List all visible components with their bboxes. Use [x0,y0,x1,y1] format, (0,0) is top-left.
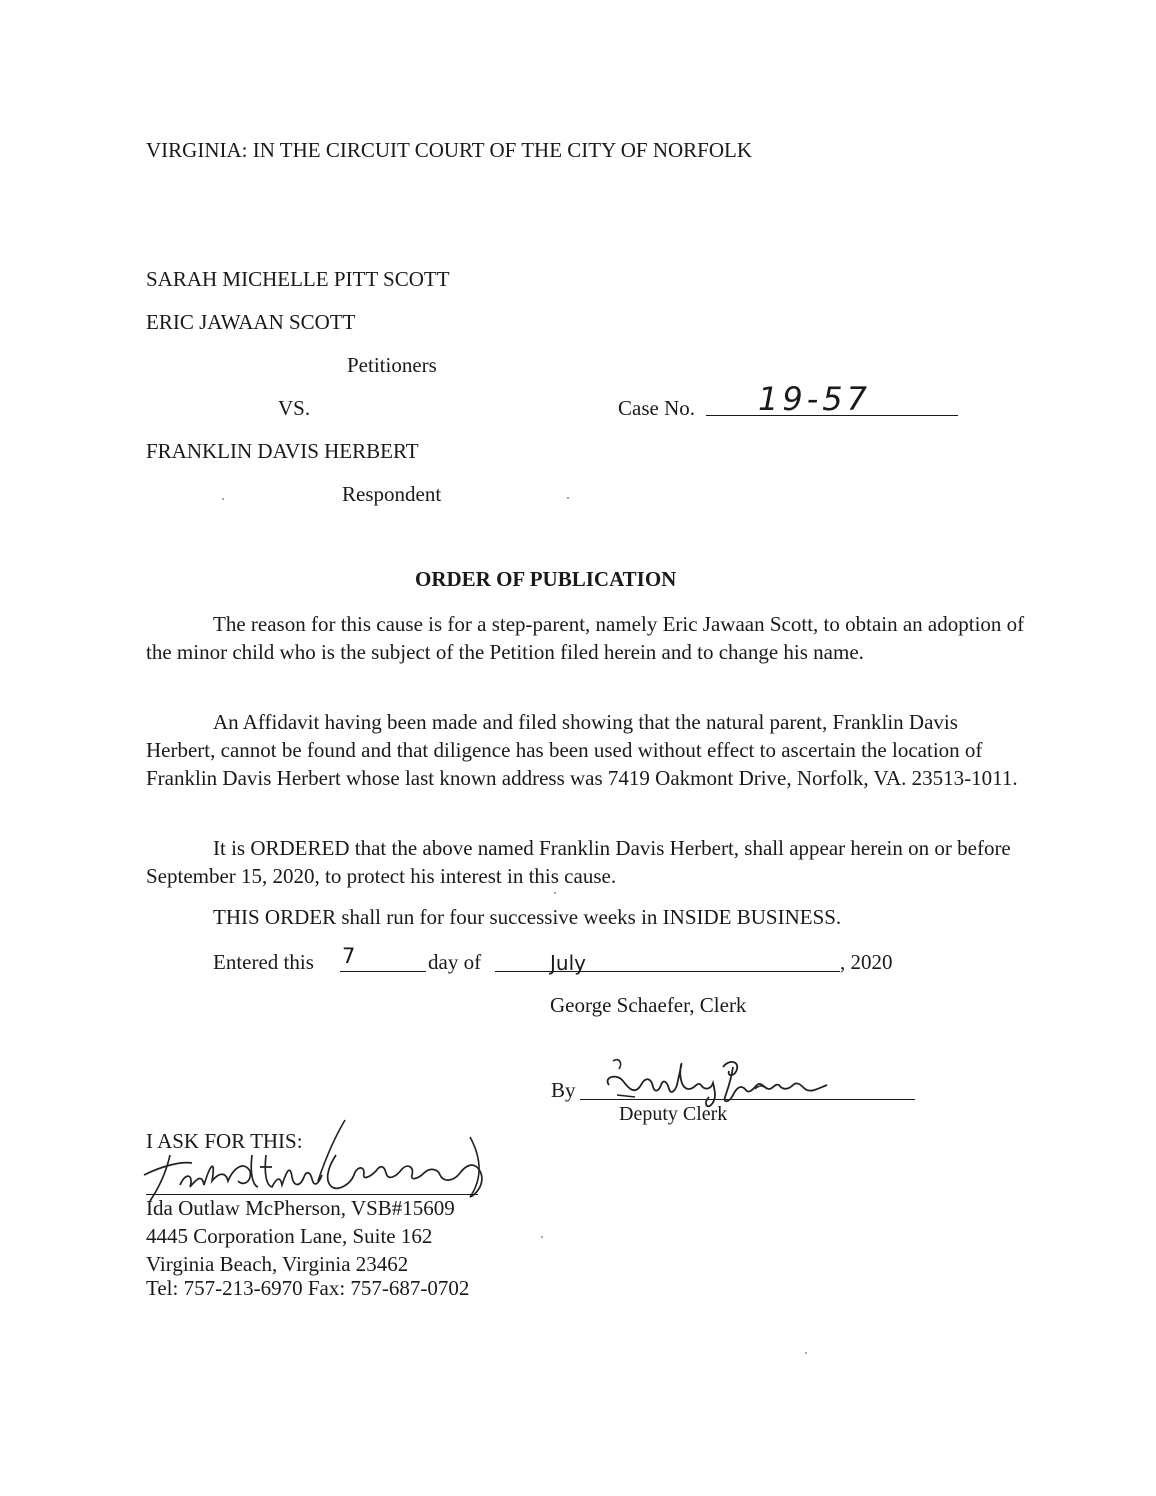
day-of-label: day of [428,950,482,974]
scan-speck [222,498,224,500]
respondent-label: Respondent [342,482,442,506]
attorney-line-3: Virginia Beach, Virginia 23462 [146,1252,409,1276]
day-line [340,971,426,972]
case-no-label: Case No. [618,396,695,420]
respondent-name: FRANKLIN DAVIS HERBERT [146,439,419,463]
month-line [495,971,840,972]
scan-speck [541,1236,543,1238]
order-title: ORDER OF PUBLICATION [415,567,677,591]
order-paragraph-1: The reason for this cause is for a step-parent, namely Eric Jawaan Scott, to obtain an adoption of the minor child who is the subject of the Petition filed herein and to change his name. [146,612,1025,664]
petitioners-label: Petitioners [347,353,437,377]
versus-label: VS. [278,396,311,420]
case-no-value: 19-57 [758,380,871,418]
attorney-signature [140,1115,490,1205]
scan-speck [567,497,569,499]
attorney-line-1: Ida Outlaw McPherson, VSB#15609 [146,1196,455,1220]
by-label: By [551,1078,576,1102]
year-suffix: , 2020 [840,950,893,974]
entered-label: Entered this [213,950,314,974]
petitioner-1: SARAH MICHELLE PITT SCOTT [146,267,450,291]
order-paragraph-2: An Affidavit having been made and filed showing that the natural parent, Franklin Davis Herbert, cannot be found and that diligence has been used without effect to ascertain the location of Franklin Davis Herbert whose last known address was 7419 Oakmont Drive, Norfolk, VA. 23513-1011. [146,710,1018,790]
attorney-line-4: Tel: 757-213-6970 Fax: 757-687-0702 [146,1276,470,1300]
attorney-signature-line [146,1194,478,1195]
court-heading: VIRGINIA: IN THE CIRCUIT COURT OF THE CITY OF NORFOLK [146,138,753,162]
scan-speck [805,1352,807,1354]
clerk-name: George Schaefer, Clerk [550,993,747,1017]
day-value: 7 [342,944,356,968]
order-paragraph-4: THIS ORDER shall run for four successive weeks in INSIDE BUSINESS. [213,905,842,929]
ask-for-this-label: I ASK FOR THIS: [146,1129,303,1153]
deputy-label: Deputy Clerk [619,1103,728,1125]
petitioner-2: ERIC JAWAAN SCOTT [146,310,356,334]
scan-speck [554,892,556,894]
attorney-line-2: 4445 Corporation Lane, Suite 162 [146,1224,433,1248]
order-paragraph-3: It is ORDERED that the above named Franklin Davis Herbert, shall appear herein on or before September 15, 2020, to protect his interest in this cause. [146,836,1011,888]
month-value: July [550,951,586,975]
